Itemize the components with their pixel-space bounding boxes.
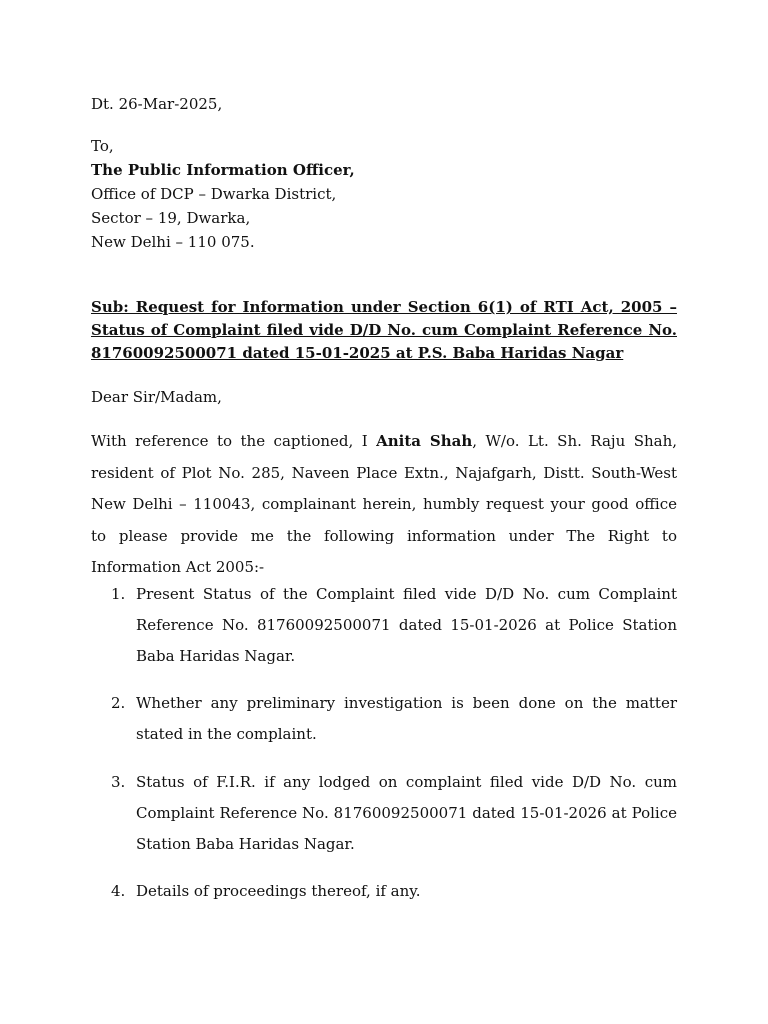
address-line: New Delhi – 110 075.	[91, 233, 255, 251]
list-number: 2.	[111, 694, 126, 712]
recipient-title: The Public Information Officer,	[91, 161, 355, 179]
applicant-name: Anita Shah	[376, 432, 473, 450]
list-item	[111, 688, 677, 750]
list-item	[111, 767, 677, 860]
list-text: Status of F.I.R. if any lodged on complaint filed vide D/D No. cum Complaint Reference No. 81760092500071 dated 15-01-2026 at Police Station Baba Haridas Nagar.	[136, 773, 677, 853]
list-item	[111, 579, 677, 672]
address-line: Office of DCP – Dwarka District,	[91, 185, 337, 203]
list-text: Details of proceedings thereof, if any.	[136, 882, 421, 900]
letter-date: Dt. 26-Mar-2025,	[91, 95, 223, 113]
list-number: 3.	[111, 773, 126, 791]
to-label: To,	[91, 137, 114, 155]
list-text: Whether any preliminary investigation is been done on the matter stated in the complaint.	[136, 694, 677, 743]
body-rest: , W/o. Lt. Sh. Raju Shah, resident of Plot No. 285, Naveen Place Extn., Najafgarh, Distt. South-West New Delhi – 110043, complainant herein, humbly request your good office to please provide me the following information under The Right to Information Act 2005:-	[91, 432, 678, 576]
body-paragraph	[91, 426, 677, 584]
list-number: 4.	[111, 882, 126, 900]
body-intro: With reference to the captioned, I	[91, 432, 377, 450]
list-text: Present Status of the Complaint filed vide D/D No. cum Complaint Reference No. 81760092500071 dated 15-01-2026 at Police Station Baba Haridas Nagar.	[136, 585, 677, 665]
address-line: Sector – 19, Dwarka,	[91, 209, 251, 227]
subject-line: Sub: Request for Information under Section 6(1) of RTI Act, 2005 – Status of Complaint filed vide D/D No. cum Complaint Reference No. 81760092500071 dated 15-01-2025 at P.S. Baba Haridas Nagar	[91, 298, 677, 362]
salutation: Dear Sir/Madam,	[91, 388, 222, 406]
list-item	[111, 876, 677, 907]
list-number: 1.	[111, 585, 126, 603]
